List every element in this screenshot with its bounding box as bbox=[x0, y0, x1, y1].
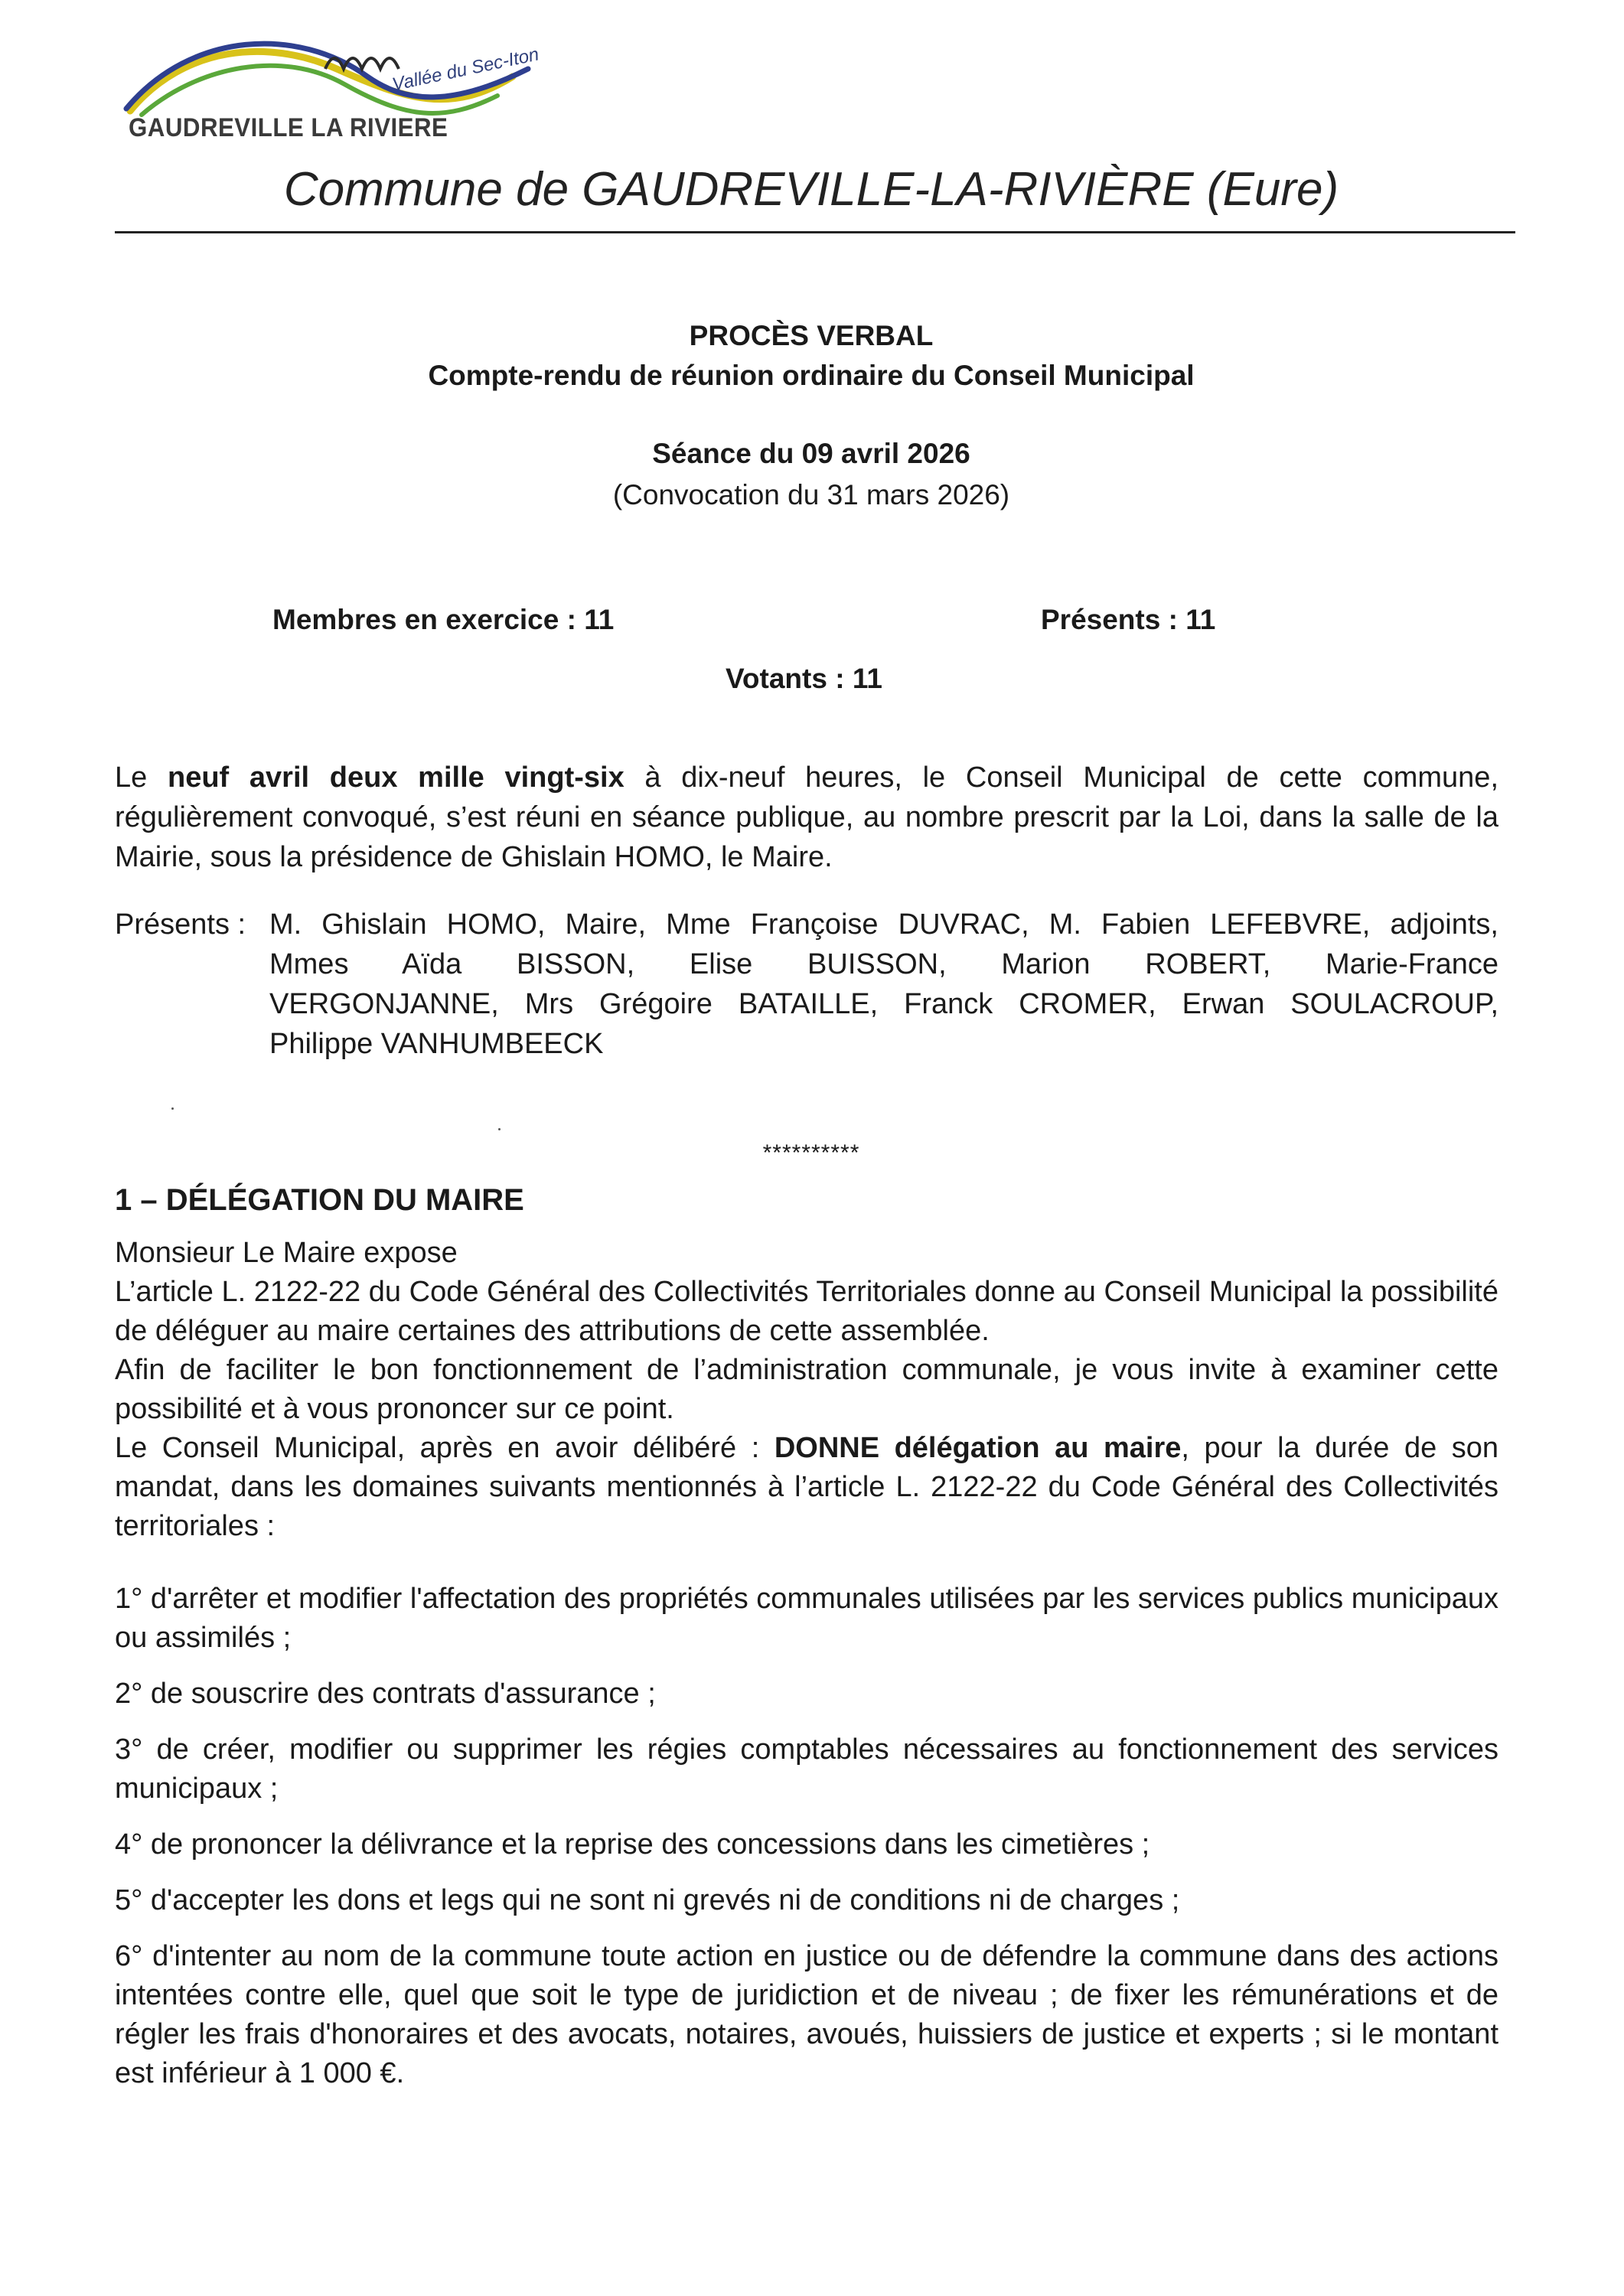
doc-subtitle: Compte-rendu de réunion ordinaire du Conseil Municipal bbox=[428, 360, 1195, 391]
intro-paragraph bbox=[115, 758, 1498, 877]
intro-rest: à dix-neuf heures, le Conseil Municipal de cette commune, régulièrement convoqué, s’est réuni en séance publique, au nombre prescrit par la Loi, dans la salle de la Mairie, sous la présidence de Ghislain HOMO, le Maire. bbox=[115, 762, 1498, 873]
section-title: 1 – DÉLÉGATION DU MAIRE bbox=[115, 1183, 524, 1217]
logo-name: GAUDREVILLE LA RIVIERE bbox=[129, 113, 448, 142]
attendance-line: VERGONJANNE, Mrs Grégoire BATAILLE, Franck CROMER, Erwan SOULACROUP, bbox=[269, 988, 1498, 1020]
logo-subtitle: Vallée du Sec-Iton bbox=[390, 44, 541, 96]
attendance-list bbox=[269, 905, 1498, 1064]
decision-prefix: Le Conseil Municipal, après en avoir délibéré : bbox=[115, 1432, 774, 1464]
section-body bbox=[115, 1234, 1498, 1546]
intro-prefix: Le bbox=[115, 762, 168, 794]
delegation-item: 2° de souscrire des contrats d'assurance ; bbox=[115, 1678, 656, 1710]
scan-speck bbox=[171, 1107, 174, 1110]
section-expose: Monsieur Le Maire expose bbox=[115, 1237, 458, 1269]
delegation-item: 3° de créer, modifier ou supprimer les régies comptables nécessaires au fonctionnement des services municipaux ; bbox=[115, 1733, 1498, 1805]
intro-date-bold: neuf avril deux mille vingt-six bbox=[167, 762, 624, 794]
stat-membres: Membres en exercice : 11 bbox=[272, 604, 615, 635]
stat-presents: Présents : 11 bbox=[1041, 604, 1216, 635]
delegation-item: 1° d'arrêter et modifier l'affectation des propriétés communales utilisées par les services publics municipaux ou assimilés ; bbox=[115, 1583, 1498, 1654]
section-separator: ********** bbox=[762, 1140, 860, 1166]
section-article: L’article L. 2122-22 du Code Général des Collectivités Territoriales donne au Conseil Municipal la possibilité de déléguer au maire certaines des attributions de cette assemblée. bbox=[115, 1276, 1498, 1347]
commune-title: Commune de GAUDREVILLE-LA-RIVIÈRE (Eure) bbox=[283, 163, 1339, 216]
attendance-label: Présents : bbox=[115, 908, 246, 941]
attendance-line: Philippe VANHUMBEECK bbox=[269, 1028, 604, 1060]
header-divider bbox=[115, 231, 1515, 233]
scan-speck bbox=[498, 1128, 501, 1130]
seance-date: Séance du 09 avril 2026 bbox=[652, 438, 970, 469]
delegation-item: 5° d'accepter les dons et legs qui ne sont ni grevés ni de conditions ni de charges ; bbox=[115, 1884, 1180, 1916]
convocation-date: (Convocation du 31 mars 2026) bbox=[612, 479, 1010, 510]
section-invite: Afin de faciliter le bon fonctionnement de l’administration communale, je vous invite à examiner cette possibilité et à vous prononcer sur ce point. bbox=[115, 1354, 1498, 1425]
commune-logo bbox=[115, 23, 543, 145]
decision-bold: DONNE délégation au maire bbox=[774, 1432, 1182, 1464]
delegation-list bbox=[115, 1580, 1498, 2110]
attendance-line: Mmes Aïda BISSON, Elise BUISSON, Marion ROBERT, Marie-France bbox=[269, 948, 1498, 980]
decision-rest: , pour la durée de son mandat, dans les domaines suivants mentionnés à l’article L. 2122-22 du Code Général des Collectivités territoriales : bbox=[115, 1432, 1499, 1542]
attendance-line: M. Ghislain HOMO, Maire, Mme Françoise DUVRAC, M. Fabien LEFEBVRE, adjoints, bbox=[269, 908, 1498, 941]
section-decision bbox=[115, 1429, 1498, 1546]
delegation-item: 4° de prononcer la délivrance et la reprise des concessions dans les cimetières ; bbox=[115, 1828, 1150, 1861]
stat-votants: Votants : 11 bbox=[726, 663, 882, 694]
doc-title: PROCÈS VERBAL bbox=[689, 320, 934, 351]
delegation-item: 6° d'intenter au nom de la commune toute action en justice ou de défendre la commune dans des actions intentées contre elle, quel que soit le type de juridiction et de niveau ; de fixer les rémunérations et de régler les frais d'honoraires et des avocats, notaires, avoués, huissiers de justice et experts ; si le montant est inférieur à 1 000 €. bbox=[115, 1940, 1498, 2089]
